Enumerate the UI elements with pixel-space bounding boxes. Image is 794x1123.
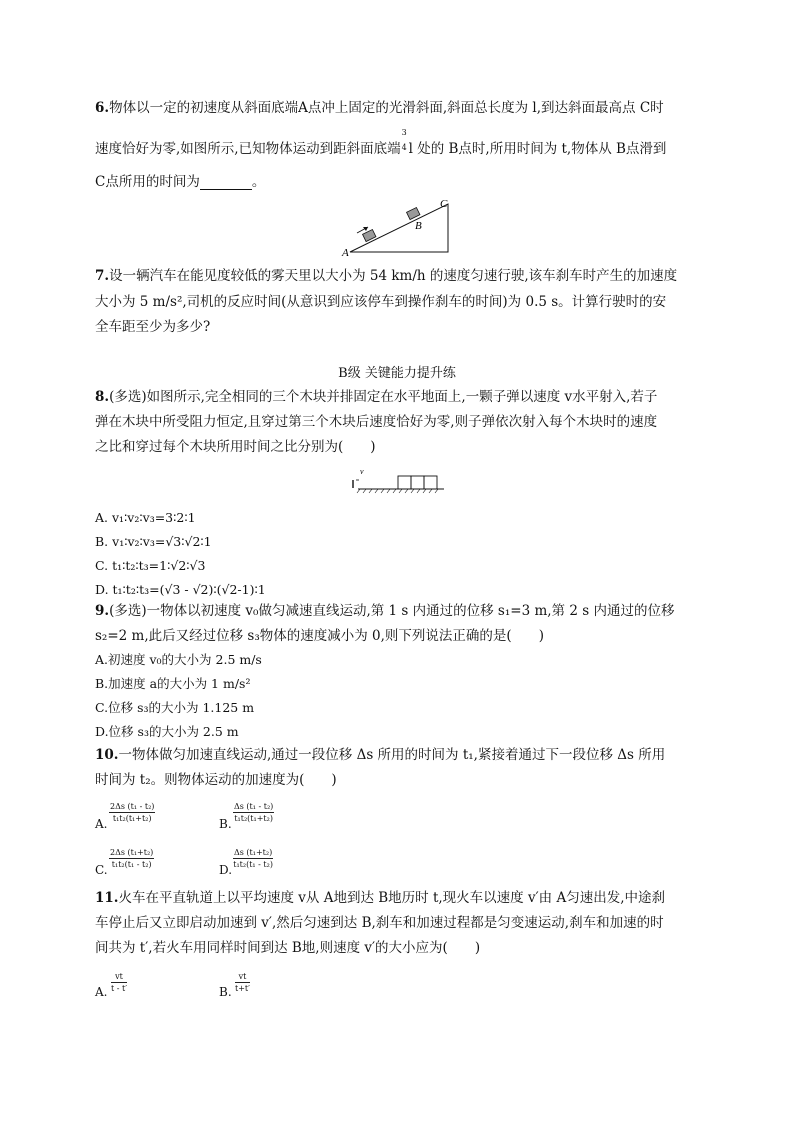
ground-hatch [357,489,438,493]
label-a: A [342,247,349,258]
q9-text-2: s₂=2 m,此后又经过位移 s₃物体的速度减小为 0,则下列说法正确的是( ) [95,628,544,644]
q6-line-1 [95,102,664,116]
q11-option-a-fraction [111,973,127,993]
q8-text-2: 弹在木块中所受阻力恒定,且穿过第三个木块后速度恰好为零,则子弹依次射入每个木块时的速度 [95,414,658,430]
q9-number: 9. [95,603,110,619]
q10-option-a-num: 2Δs (t₁ - t₂) [110,802,155,811]
block-3 [424,476,437,489]
q7-line-3 [95,321,210,335]
q9-option-b[interactable]: B.加速度 a的大小为 1 m/s² [95,676,251,691]
q8-line-2 [95,416,657,430]
q7-number: 7. [95,268,110,284]
q9-option-d[interactable]: D.位移 s₃的大小为 2.5 m [95,724,239,739]
q11-option-a-label: A. [95,985,108,999]
q8-option-c[interactable]: C. t₁∶t₂∶t₃=1∶√2∶√3 [95,558,206,573]
q10-option-a-den: t₁t₂(t₁+t₂) [112,814,152,823]
q7-line-1 [95,270,677,284]
q7-text-1: 设一辆汽车在能见度较低的雾天里以大小为 54 km/h 的速度匀速行驶,该车刹车时产生的加速度 [109,268,678,284]
label-c: C [440,198,448,210]
q6-line-3 [95,176,265,190]
q9-line-2 [95,630,544,644]
q7-text-2: 大小为 5 m/s²,司机的反应时间(从意识到应该停车到操作刹车的时间)为 0.5 s。计算行驶时的安 [95,294,667,310]
q11-option-b-num: vt [235,973,250,983]
q8-line-1 [95,391,657,405]
q6-answer-blank[interactable] [200,177,252,190]
q8-line-3 [95,441,376,455]
q10-option-d-den: t₁t₂(t₁ - t₂) [233,860,273,869]
q6-text-1: 物体以一定的初速度从斜面底端A点冲上固定的光滑斜面,斜面总长度为 l,到达斜面最高点 C时 [109,100,664,116]
q10-option-b-fraction [233,803,274,823]
q11-option-a-num: vt [111,973,127,983]
q10-option-d-fraction [233,849,273,869]
q8-text-1: (多选)如图所示,完全相同的三个木块并排固定在水平地面上,一颗子弹以速度 v水平射入,若子 [109,389,658,405]
q6-frac-den: 4 [401,143,407,152]
label-b: B [415,220,422,232]
q8-option-d[interactable]: D. t₁∶t₂∶t₃=(√3 - √2)∶(√2-1)∶1 [95,582,266,597]
q6-text-3: C点所用的时间为 [95,174,200,190]
q6-number: 6. [95,100,110,116]
q10-option-c-num: 2Δs (t₁+t₂) [110,848,154,857]
q6-fraction [401,128,409,153]
q11-text-1: 火车在平直轨道上以平均速度 v从 A地到达 B地历时 t,现火车以速度 v′由 A匀速出发,中途刹 [118,890,665,906]
q10-line-2 [95,774,337,788]
bullet-velocity-label: v [360,467,364,476]
q7-line-2 [95,296,666,310]
q10-text-2: 时间为 t₂。则物体运动的加速度为( ) [95,772,337,788]
q6-text-3-end: 。 [251,174,266,190]
q11-line-3 [95,942,480,956]
q7-text-3: 全车距至少为多少? [95,319,211,335]
q9-line-1 [95,605,674,619]
bullet-blocks-figure [350,466,446,494]
q10-option-b-den: t₁t₂(t₁+t₂) [234,814,273,823]
q11-option-b-den: t+t′ [235,984,250,993]
q10-option-c-fraction [109,849,154,869]
q11-line-2 [95,917,664,931]
section-b-heading: B级 关键能力提升练 [338,366,456,381]
q10-number: 10. [95,747,119,763]
q8-number: 8. [95,389,110,405]
q11-option-b-fraction [235,973,250,993]
q6-line-2 [95,128,667,157]
block-1 [398,476,411,489]
q10-line-1 [95,749,665,763]
q11-line-1 [95,892,665,906]
q10-option-b-num: Δs (t₁ - t₂) [234,802,274,811]
q6-frac-num: 3 [401,128,407,137]
q9-option-c[interactable]: C.位移 s₃的大小为 1.125 m [95,700,255,715]
q10-option-a-label: A. [95,817,108,831]
q9-text-1: (多选)一物体以初速度 v₀做匀减速直线运动,第 1 s 内通过的位移 s₁=3 m,第 2 s 内通过的位移 [109,603,675,619]
q10-option-d-num: Δs (t₁+t₂) [234,848,273,857]
q8-option-a[interactable]: A. v₁∶v₂∶v₃=3∶2∶1 [95,510,196,525]
q8-option-b[interactable]: B. v₁∶v₂∶v₃=√3∶√2∶1 [95,534,212,549]
q11-option-a-den: t - t′ [111,984,128,993]
q6-text-2b: l 处的 B点时,所用时间为 t,物体从 B点滑到 [408,141,667,157]
q10-option-c-den: t₁t₂(t₁ - t₂) [111,860,152,869]
q10-option-b-label: B. [219,817,232,831]
q10-option-d-label: D. [219,863,233,877]
block-b [407,208,420,220]
q9-option-a[interactable]: A.初速度 v₀的大小为 2.5 m/s [95,652,262,667]
q11-text-3: 间共为 t′,若火车用同样时间到达 B地,则速度 v′的大小应为( ) [95,940,481,956]
q10-option-c-label: C. [95,863,108,877]
q6-text-2a: 速度恰好为零,如图所示,已知物体运动到距斜面底端 [95,141,401,157]
q11-text-2: 车停止后又立即启动加速到 v′,然后匀速到达 B,刹车和加速过程都是匀变速运动,刹车和加速的时 [95,915,664,931]
q10-text-1: 一物体做匀加速直线运动,通过一段位移 Δs 所用的时间为 t₁,紧接着通过下一段位移 Δs 所用 [118,747,666,763]
q11-option-b-label: B. [219,985,232,999]
block-2 [411,476,424,489]
incline-figure [338,196,458,258]
q10-option-a-fraction [109,803,155,823]
q8-text-3: 之比和穿过每个木块所用时间之比分别为( ) [95,439,376,455]
q11-number: 11. [95,890,119,906]
